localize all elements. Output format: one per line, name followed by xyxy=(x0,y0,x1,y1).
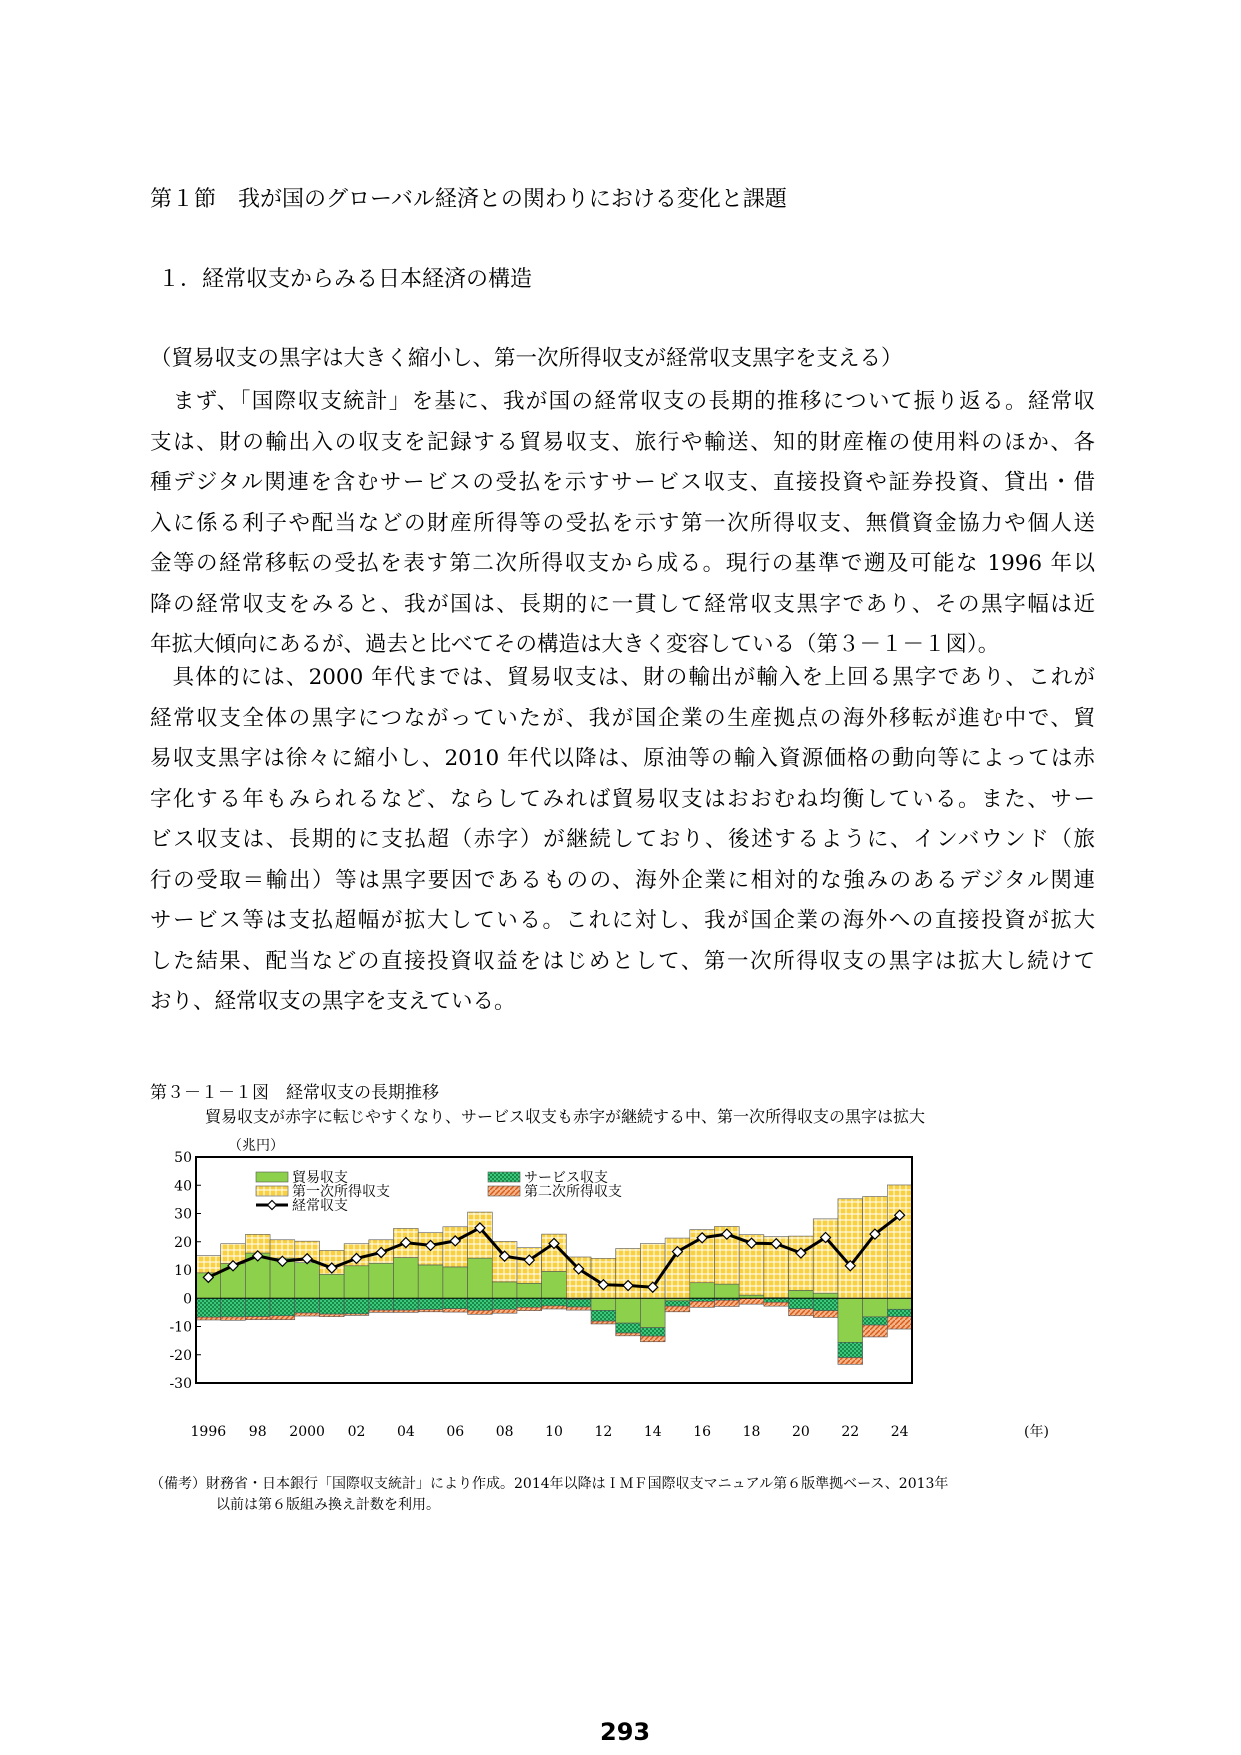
bar-services xyxy=(468,1298,493,1310)
y-tick-label: 50 xyxy=(174,1150,192,1166)
bar-trade xyxy=(813,1293,838,1298)
text-line: した結果、配当などの直接投資収益をはじめとして、第一次所得収支の黒字は拡大し続けて xyxy=(150,948,1095,974)
page-number: 293 xyxy=(600,1718,651,1746)
bar-secondary xyxy=(616,1333,641,1336)
bar-services xyxy=(245,1298,270,1316)
x-tick-label: 04 xyxy=(396,1424,415,1440)
x-tick-label: 16 xyxy=(693,1424,712,1440)
y-tick-label: 40 xyxy=(174,1178,192,1195)
bar-services xyxy=(616,1323,641,1333)
y-tick-label: 20 xyxy=(174,1234,192,1251)
text-line: まず、「国際収支統計」を基に、我が国の経常収支の長期的推移について振り返る。経常収 xyxy=(150,389,1095,414)
bar-services xyxy=(640,1328,665,1336)
bar-secondary xyxy=(542,1306,567,1309)
bar-trade xyxy=(492,1282,517,1298)
x-tick-label: 12 xyxy=(594,1424,613,1440)
bar-secondary xyxy=(245,1317,270,1320)
x-tick-label: 06 xyxy=(446,1424,465,1440)
chart-legend xyxy=(256,1169,622,1214)
figure-title: 第３－１－１図 経常収支の長期推移 xyxy=(150,1083,439,1103)
bar-trade xyxy=(838,1298,863,1342)
x-tick-label: 22 xyxy=(841,1424,860,1440)
bar-secondary xyxy=(863,1325,888,1337)
section-title: 第１節 我が国のグローバル経済との関わりにおける変化と課題 xyxy=(150,187,787,212)
legend-swatch-trade xyxy=(256,1172,288,1182)
bar-trade xyxy=(640,1298,665,1327)
bar-trade xyxy=(468,1258,493,1298)
subsection-title: １．経常収支からみる日本経済の構造 xyxy=(158,267,533,292)
text-line: 支は、財の輸出入の収支を記録する貿易収支、旅行や輸送、知的財産権の使用料のほか、各 xyxy=(150,429,1095,455)
y-tick-label: 0 xyxy=(183,1291,192,1308)
legend-swatch-primary xyxy=(256,1186,288,1196)
figure-subtitle: 貿易収支が赤字に転じやすくなり、サービス収支も赤字が継続する中、第一次所得収支の黒字は拡大 xyxy=(205,1107,926,1126)
x-tick-label: 14 xyxy=(643,1424,662,1440)
bar-secondary xyxy=(665,1306,690,1312)
y-tick-label: -30 xyxy=(169,1376,192,1392)
text-line: 種デジタル関連を含むサービスの受払を示すサービス収支、直接投資や証券投資、貸出・借 xyxy=(150,470,1095,495)
bar-primary xyxy=(443,1227,468,1267)
bar-services xyxy=(394,1298,419,1310)
bar-secondary xyxy=(789,1309,814,1316)
text-line: 経常収支全体の黒字につながっていたが、我が国企業の生産拠点の海外移転が進む中で、貿 xyxy=(150,705,1095,731)
bar-services xyxy=(665,1301,690,1306)
x-tick-label: 18 xyxy=(742,1424,761,1440)
bar-secondary xyxy=(468,1310,493,1314)
bar-secondary xyxy=(887,1317,912,1329)
bar-trade xyxy=(295,1263,320,1299)
note-line: （備考）財務省・日本銀行「国際収支統計」により作成。2014年以降はＩＭＦ国際収支マニュアル第６版準拠ベース、2013年 xyxy=(150,1476,949,1492)
bar-trade xyxy=(369,1263,394,1298)
bar-primary xyxy=(789,1236,814,1290)
y-tick-label: 30 xyxy=(174,1206,192,1223)
legend-swatch-services xyxy=(488,1172,520,1182)
x-tick-label: 1996 xyxy=(190,1424,227,1440)
bar-services xyxy=(369,1298,394,1310)
bar-secondary xyxy=(764,1302,789,1306)
bar-secondary xyxy=(591,1321,616,1324)
bar-trade xyxy=(344,1266,369,1298)
bar-secondary xyxy=(270,1316,295,1320)
bar-services xyxy=(344,1298,369,1314)
bar-trade xyxy=(517,1283,542,1298)
x-tick-label: 24 xyxy=(890,1424,909,1440)
text-line: ビス収支は、長期的に支払超（赤字）が継続しており、後述するように、インバウンド（旅 xyxy=(150,827,1095,852)
bar-services xyxy=(566,1299,591,1307)
bar-services xyxy=(270,1298,295,1316)
bar-secondary xyxy=(492,1309,517,1313)
paragraph-1 xyxy=(150,382,1095,666)
legend-label: 第一次所得収支 xyxy=(292,1184,390,1200)
bar-trade xyxy=(319,1274,344,1298)
bar-primary xyxy=(196,1255,221,1273)
bar-trade xyxy=(863,1298,888,1317)
bar-trade xyxy=(887,1298,912,1309)
text-line: 字化する年もみられるなど、ならしてみれば貿易収支はおおむね均衡している。また、サー xyxy=(150,786,1095,812)
legend-label: 第二次所得収支 xyxy=(524,1184,622,1200)
figure-note xyxy=(150,1474,948,1516)
bar-trade xyxy=(542,1271,567,1298)
bar-primary xyxy=(468,1212,493,1258)
bar-services xyxy=(196,1298,221,1317)
y-tick-label: 10 xyxy=(174,1263,192,1279)
bar-services xyxy=(221,1298,246,1317)
text-line: 具体的には、2000 年代までは、貿易収支は、財の輸出が輸入を上回る黒字であり、これが xyxy=(150,665,1095,690)
x-tick-label: 98 xyxy=(248,1424,267,1440)
legend-label: サービス収支 xyxy=(524,1170,608,1186)
bar-services xyxy=(887,1309,912,1316)
bar-secondary xyxy=(394,1310,419,1312)
legend-swatch-secondary xyxy=(488,1186,520,1196)
text-line: おり、経常収支の黒字を支えている。 xyxy=(150,989,516,1014)
bar-services xyxy=(319,1298,344,1314)
y-axis-label: （兆円） xyxy=(228,1138,284,1154)
legend-marker-current xyxy=(268,1201,277,1210)
bar-secondary xyxy=(418,1310,443,1312)
text-line: 年拡大傾向にあるが、過去と比べてその構造は大きく変容している（第３－１－１図）。 xyxy=(150,632,1000,657)
bar-primary xyxy=(813,1219,838,1293)
legend-label: 経常収支 xyxy=(292,1198,348,1214)
x-tick-label: 08 xyxy=(495,1424,514,1440)
text-line: 行の受取＝輸出）等は黒字要因であるものの、海外企業に相対的な強みのあるデジタル関連 xyxy=(150,867,1095,893)
bar-services xyxy=(418,1298,443,1309)
bar-services xyxy=(591,1310,616,1321)
x-tick-label: 02 xyxy=(347,1424,366,1440)
bar-primary xyxy=(887,1185,912,1298)
text-line: 金等の経常移転の受払を表す第二次所得収支から成る。現行の基準で遡及可能な 1996 年以 xyxy=(150,551,1095,576)
bar-trade xyxy=(591,1298,616,1310)
bar-services xyxy=(789,1298,814,1308)
bar-services xyxy=(443,1298,468,1308)
paragraph-heading: （貿易収支の黒字は大きく縮小し、第一次所得収支が経常収支黒字を支える） xyxy=(150,346,903,371)
bar-services xyxy=(542,1298,567,1306)
bar-trade xyxy=(714,1284,739,1298)
bar-services xyxy=(838,1342,863,1357)
x-tick-label: 20 xyxy=(791,1424,810,1440)
current-account-chart xyxy=(169,1130,1080,1460)
bar-trade xyxy=(616,1298,641,1323)
y-tick-label: -10 xyxy=(169,1319,192,1336)
bar-secondary xyxy=(714,1300,739,1306)
bar-secondary xyxy=(566,1307,591,1310)
bar-secondary xyxy=(640,1336,665,1342)
bar-trade xyxy=(789,1290,814,1298)
bar-secondary xyxy=(443,1309,468,1312)
bar-secondary xyxy=(196,1317,221,1320)
bar-services xyxy=(863,1317,888,1325)
text-line: 易収支黒字は徐々に縮小し、2010 年代以降は、原油等の輸入資源価格の動向等によっては赤 xyxy=(150,746,1095,771)
bar-trade xyxy=(394,1258,419,1299)
bar-services xyxy=(764,1298,789,1302)
text-line: 降の経常収支をみると、我が国は、長期的に一貫して経常収支黒字であり、その黒字幅は近 xyxy=(150,591,1095,617)
legend-label: 貿易収支 xyxy=(292,1170,348,1186)
bar-secondary xyxy=(221,1317,246,1320)
bar-secondary xyxy=(739,1299,764,1305)
text-line: 入に係る利子や配当などの財産所得等の受払を示す第一次所得収支、無償資金協力や個人送 xyxy=(150,510,1095,536)
bar-secondary xyxy=(517,1307,542,1310)
bar-secondary xyxy=(369,1310,394,1312)
bar-trade xyxy=(418,1265,443,1298)
bar-secondary xyxy=(319,1314,344,1317)
bar-services xyxy=(295,1298,320,1313)
bar-services xyxy=(813,1298,838,1310)
bar-secondary xyxy=(838,1358,863,1365)
x-tick-label: 2000 xyxy=(289,1424,325,1440)
bar-secondary xyxy=(344,1314,369,1316)
x-tick-label: 10 xyxy=(545,1424,563,1440)
bar-secondary xyxy=(295,1313,320,1316)
text-line: サービス等は支払超幅が拡大している。これに対し、我が国企業の海外への直接投資が拡大 xyxy=(150,908,1095,933)
bar-secondary xyxy=(690,1301,715,1307)
bar-primary xyxy=(838,1199,863,1298)
bar-trade xyxy=(443,1267,468,1298)
bar-secondary xyxy=(813,1311,838,1318)
note-line: 以前は第６版組み換え計数を利用。 xyxy=(216,1497,440,1513)
x-axis-label: (年) xyxy=(1024,1424,1049,1440)
bar-primary xyxy=(270,1240,295,1258)
bar-trade xyxy=(690,1283,715,1299)
bar-services xyxy=(492,1298,517,1309)
paragraph-2 xyxy=(150,658,1095,1023)
bar-services xyxy=(517,1298,542,1307)
y-tick-label: -20 xyxy=(169,1347,192,1364)
